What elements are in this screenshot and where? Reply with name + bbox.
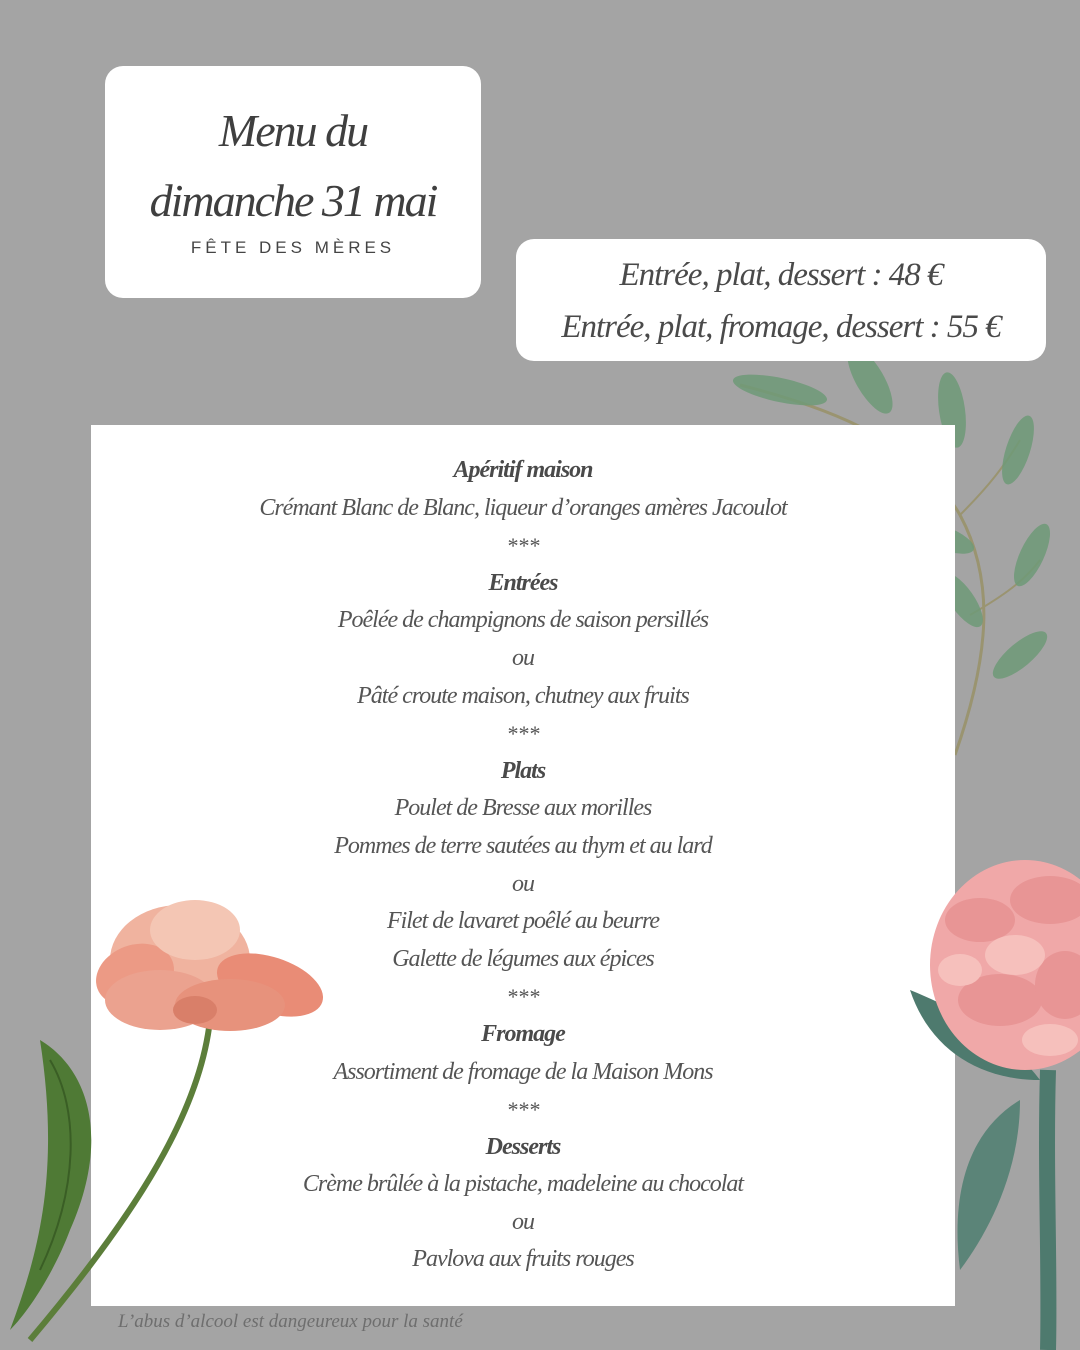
price-line-2: Entrée, plat, fromage, dessert : 55 € — [561, 309, 1001, 345]
menu-separator: *** — [506, 984, 540, 1010]
peony-flower-icon — [900, 850, 1080, 1350]
menu-item: Pommes de terre sautées au thym et au lard — [334, 832, 712, 859]
price-card — [516, 239, 1046, 361]
menu-section-heading: Plats — [500, 757, 546, 784]
menu-item: Poêlée de champignons de saison persillés — [337, 607, 709, 634]
menu-item: Pavlova aux fruits rouges — [412, 1246, 634, 1273]
menu-item: Crémant Blanc de Blanc, liqueur d’oranges amères Jacoulot — [259, 494, 787, 521]
menu-item: ou — [512, 1208, 534, 1235]
menu-item: Pâté croute maison, chutney aux fruits — [357, 682, 689, 709]
title-card — [105, 66, 481, 298]
menu-item: ou — [512, 870, 534, 897]
page-title-line-1: Menu du — [218, 105, 368, 156]
menu-section-heading: Desserts — [485, 1133, 561, 1160]
menu-separator: *** — [506, 1097, 540, 1123]
menu-section-heading: Fromage — [481, 1020, 565, 1047]
tulip-flower-icon — [0, 890, 340, 1350]
menu-item: Galette de légumes aux épices — [392, 945, 654, 972]
menu-section-heading: Entrées — [488, 569, 558, 596]
menu-item: Poulet de Bresse aux morilles — [394, 795, 652, 822]
menu-item: Crème brûlée à la pistache, madeleine au chocolat — [302, 1171, 744, 1198]
menu-section-heading: Apéritif maison — [453, 457, 593, 483]
menu-item: ou — [512, 644, 534, 671]
menu-item: Assortiment de fromage de la Maison Mons — [333, 1058, 713, 1085]
page-title-line-2: dimanche 31 mai — [149, 175, 437, 226]
health-warning: L’abus d’alcool est dangeureux pour la santé — [118, 1311, 463, 1332]
price-line-1: Entrée, plat, dessert : 48 € — [619, 257, 943, 293]
page-subtitle: FÊTE DES MÈRES — [190, 238, 396, 257]
menu-separator: *** — [506, 721, 540, 747]
menu-item: Filet de lavaret poêlé au beurre — [386, 908, 660, 935]
menu-separator: *** — [506, 533, 540, 559]
